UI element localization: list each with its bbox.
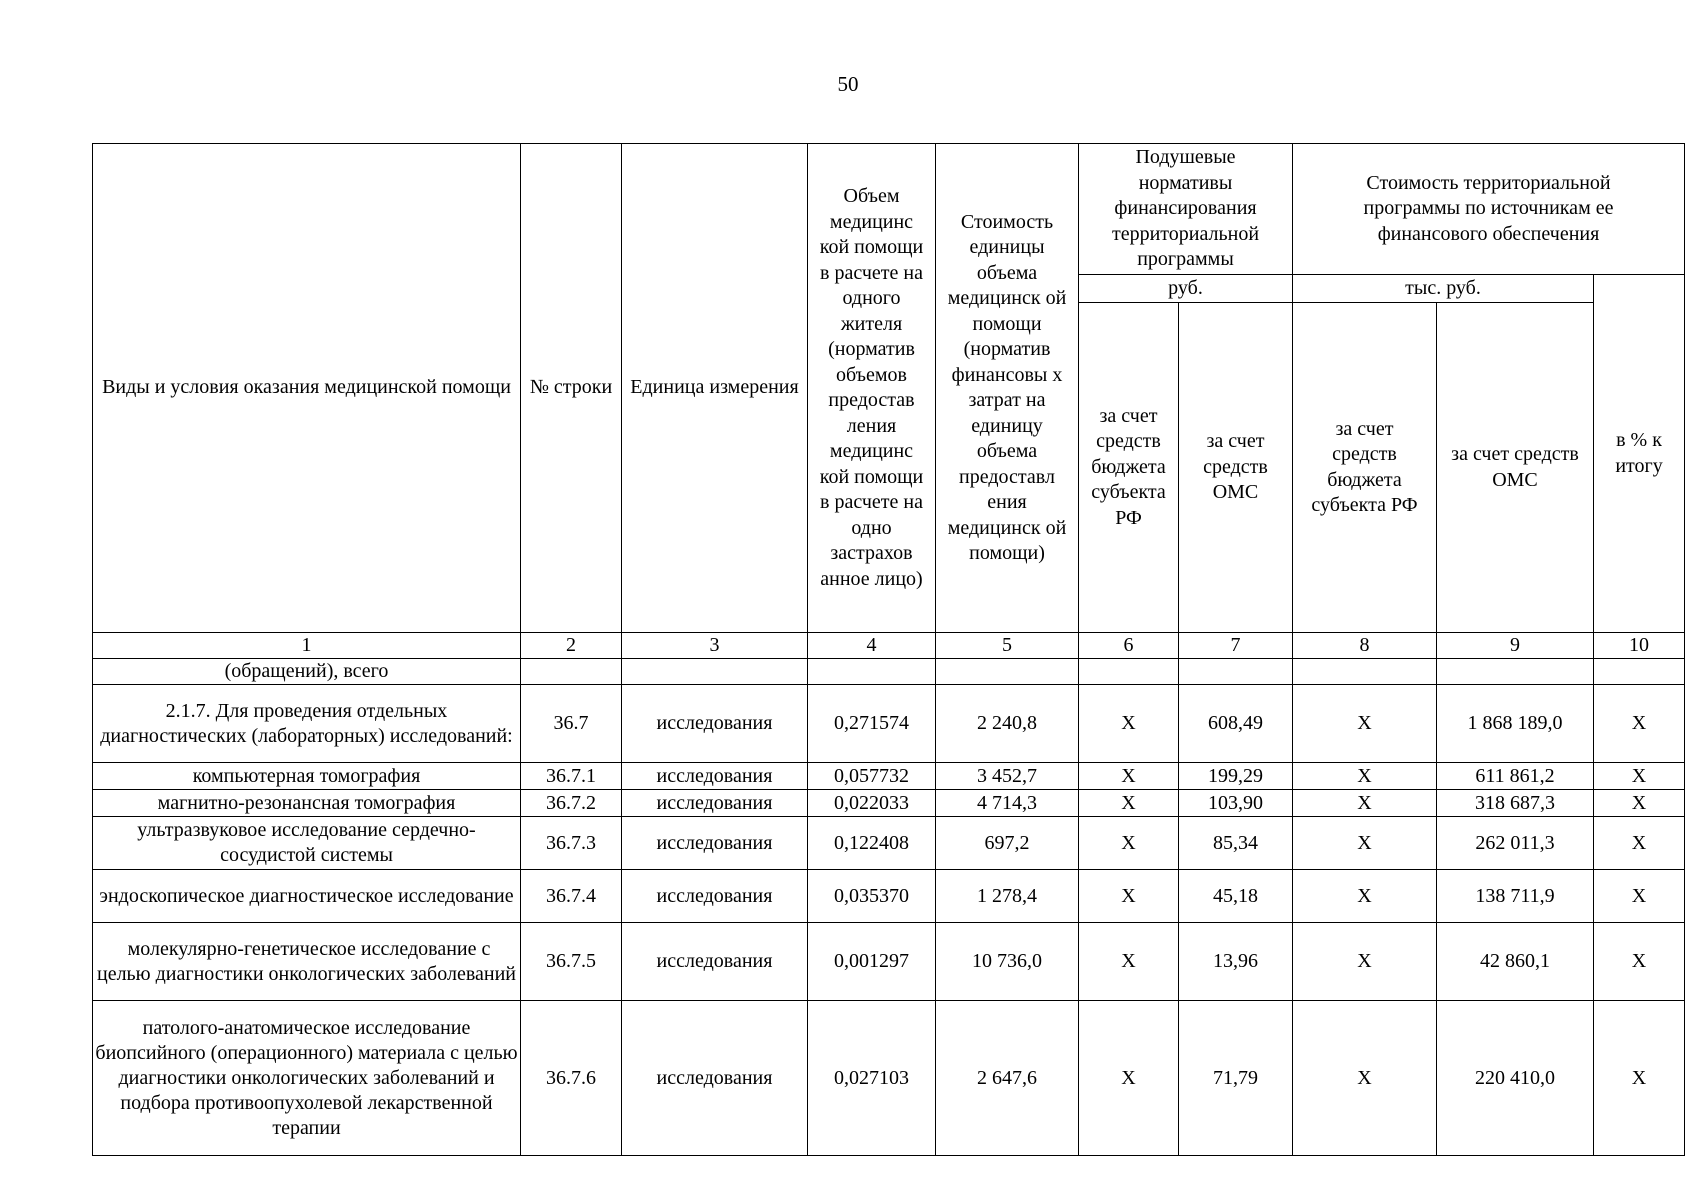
row-oms-thousand: 262 011,3	[1437, 817, 1594, 870]
row-budget-thousand: Х	[1293, 817, 1437, 870]
row-name: магнитно-резонансная томография	[93, 790, 521, 817]
row-volume: 0,057732	[808, 763, 936, 790]
column-number: 1	[93, 633, 521, 659]
row-percent: Х	[1594, 1001, 1685, 1156]
row-oms-rub: 13,96	[1179, 923, 1293, 1001]
header-volume: Объем медицинс кой помощи в расчете на одного жителя (норматив объемов предостав ления медицинс кой помощи в расчете на одно застрахов анное лицо)	[808, 144, 936, 633]
row-cost: 697,2	[936, 817, 1079, 870]
row-percent: Х	[1594, 817, 1685, 870]
row-number: 36.7.5	[521, 923, 622, 1001]
table-row	[93, 923, 1685, 1001]
row-budget-rub: Х	[1079, 817, 1179, 870]
row-volume: 0,122408	[808, 817, 936, 870]
table-row	[93, 659, 1685, 685]
header-oms: за счет средств ОМС	[1179, 303, 1293, 633]
row-budget-rub: Х	[1079, 1001, 1179, 1156]
row-unit: исследования	[622, 685, 808, 763]
header-percent-total: в % к итогу	[1594, 275, 1685, 633]
row-name: эндоскопическое диагностическое исследование	[93, 870, 521, 923]
header-cost: Стоимость единицы объема медицинск ой помощи (норматив финансовы х затрат на единицу объема предоставл ения медицинск ой помощи)	[936, 144, 1079, 633]
row-budget-rub: Х	[1079, 790, 1179, 817]
row-name: компьютерная томография	[93, 763, 521, 790]
column-number: 4	[808, 633, 936, 659]
row-cost: 3 452,7	[936, 763, 1079, 790]
row-budget-thousand: Х	[1293, 790, 1437, 817]
row-oms-rub: 85,34	[1179, 817, 1293, 870]
row-oms-rub: 608,49	[1179, 685, 1293, 763]
row-oms-thousand: 1 868 189,0	[1437, 685, 1594, 763]
row-budget-rub: Х	[1079, 870, 1179, 923]
row-volume: 0,001297	[808, 923, 936, 1001]
table-row	[93, 790, 1685, 817]
continuation-text: (обращений), всего	[93, 659, 521, 685]
header-per-capita: Подушевые нормативы финансирования территориальной программы	[1079, 144, 1293, 275]
header-budget-rf-2: за счет средств бюджета субъекта РФ	[1293, 303, 1437, 633]
row-oms-thousand: 318 687,3	[1437, 790, 1594, 817]
row-oms-thousand: 611 861,2	[1437, 763, 1594, 790]
page-number: 50	[837, 72, 859, 96]
row-oms-thousand: 220 410,0	[1437, 1001, 1594, 1156]
row-cost: 2 240,8	[936, 685, 1079, 763]
row-name: ультразвуковое исследование сердечно-сосудистой системы	[93, 817, 521, 870]
column-number: 3	[622, 633, 808, 659]
header-program-cost: Стоимость территориальной программы по источникам ее финансового обеспечения	[1293, 144, 1685, 275]
row-unit: исследования	[622, 790, 808, 817]
header-oms-2: за счет средств ОМС	[1437, 303, 1594, 633]
row-volume: 0,271574	[808, 685, 936, 763]
row-budget-rub: Х	[1079, 685, 1179, 763]
row-unit: исследования	[622, 763, 808, 790]
header-unit-thousand-rub: тыс. руб.	[1293, 275, 1594, 303]
row-number: 36.7.1	[521, 763, 622, 790]
row-number: 36.7.6	[521, 1001, 622, 1156]
row-cost: 2 647,6	[936, 1001, 1079, 1156]
row-volume: 0,035370	[808, 870, 936, 923]
row-budget-rub: Х	[1079, 923, 1179, 1001]
row-oms-rub: 199,29	[1179, 763, 1293, 790]
row-oms-rub: 103,90	[1179, 790, 1293, 817]
row-budget-thousand: Х	[1293, 1001, 1437, 1156]
column-number: 5	[936, 633, 1079, 659]
row-unit: исследования	[622, 923, 808, 1001]
table-row	[93, 1001, 1685, 1156]
column-number: 9	[1437, 633, 1594, 659]
row-name: патолого-анатомическое исследование биопсийного (операционного) материала с целью диагностики онкологических заболеваний и подбора противоопухолевой лекарственной терапии	[93, 1001, 521, 1156]
row-percent: Х	[1594, 923, 1685, 1001]
row-budget-thousand: Х	[1293, 923, 1437, 1001]
row-unit: исследования	[622, 1001, 808, 1156]
column-number: 7	[1179, 633, 1293, 659]
row-percent: Х	[1594, 870, 1685, 923]
table-row	[93, 763, 1685, 790]
row-number: 36.7.2	[521, 790, 622, 817]
row-number: 36.7.4	[521, 870, 622, 923]
row-unit: исследования	[622, 870, 808, 923]
row-budget-thousand: Х	[1293, 870, 1437, 923]
row-percent: Х	[1594, 685, 1685, 763]
row-budget-rub: Х	[1079, 763, 1179, 790]
column-number: 10	[1594, 633, 1685, 659]
table-row	[93, 817, 1685, 870]
row-oms-rub: 71,79	[1179, 1001, 1293, 1156]
row-name: 2.1.7. Для проведения отдельных диагностических (лабораторных) исследований:	[93, 685, 521, 763]
row-budget-thousand: Х	[1293, 763, 1437, 790]
table-row	[93, 685, 1685, 763]
row-volume: 0,022033	[808, 790, 936, 817]
column-number: 6	[1079, 633, 1179, 659]
header-row-number: № строки	[521, 144, 622, 633]
row-oms-thousand: 42 860,1	[1437, 923, 1594, 1001]
row-percent: Х	[1594, 763, 1685, 790]
financing-table	[92, 143, 1685, 1156]
row-number: 36.7.3	[521, 817, 622, 870]
row-name: молекулярно-генетическое исследование с целью диагностики онкологических заболеваний	[93, 923, 521, 1001]
table-row	[93, 870, 1685, 923]
column-number: 2	[521, 633, 622, 659]
row-number: 36.7	[521, 685, 622, 763]
column-number-row	[93, 633, 1685, 659]
row-unit: исследования	[622, 817, 808, 870]
column-number: 8	[1293, 633, 1437, 659]
row-cost: 10 736,0	[936, 923, 1079, 1001]
header-unit-rub: руб.	[1079, 275, 1293, 303]
row-cost: 4 714,3	[936, 790, 1079, 817]
row-cost: 1 278,4	[936, 870, 1079, 923]
row-percent: Х	[1594, 790, 1685, 817]
row-budget-thousand: Х	[1293, 685, 1437, 763]
row-volume: 0,027103	[808, 1001, 936, 1156]
header-types: Виды и условия оказания медицинской помощи	[93, 144, 521, 633]
row-oms-rub: 45,18	[1179, 870, 1293, 923]
row-oms-thousand: 138 711,9	[1437, 870, 1594, 923]
header-unit: Единица измерения	[622, 144, 808, 633]
header-budget-rf: за счет средств бюджета субъекта РФ	[1079, 303, 1179, 633]
